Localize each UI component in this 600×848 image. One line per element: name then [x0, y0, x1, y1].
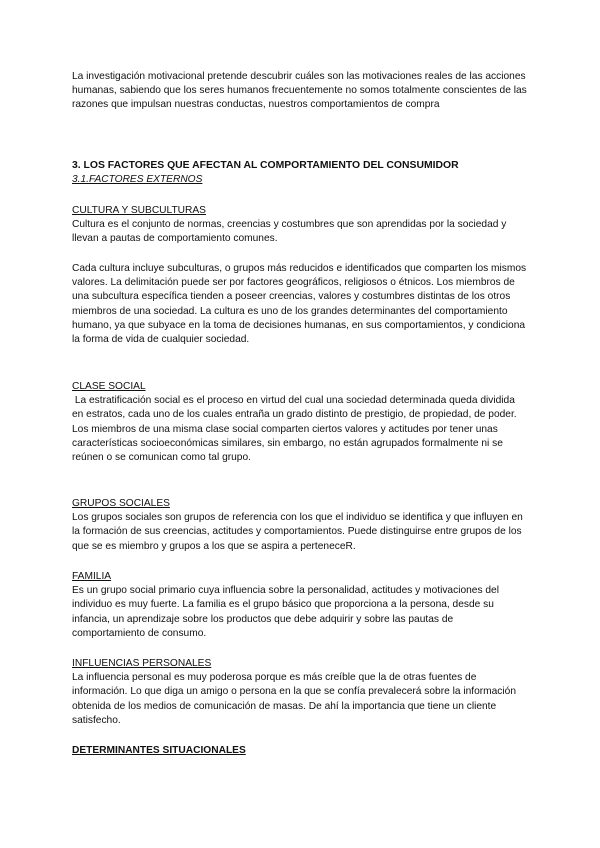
cultura-paragraph-2: Cada cultura incluye subculturas, o grupos más reducidos e identificados que comparten los mismos valores. La delimitación puede ser por factores geográficos, religiosos o étnicos. Los miembros de una subcultura específica tienden a poseer creencias, valores y costumbres distintas de los otros miembros de una sociedad. La cultura es uno de los grandes determinantes del comportamiento humano, ya que subyace en la toma de decisiones humanas, en sus comportamientos, y condiciona la forma de vida de cualquier sociedad.: [72, 263, 527, 346]
clase-title: CLASE SOCIAL: [72, 381, 146, 392]
grupos-title: GRUPOS SOCIALES: [72, 498, 170, 509]
cultura-section: [72, 204, 528, 247]
familia-section: [72, 570, 528, 641]
grupos-section: [72, 497, 528, 554]
influencias-section: [72, 657, 528, 728]
grupos-paragraph: Los grupos sociales son grupos de referencia con los que el individuo se identifica y que influyen en la formación de sus creencias, actitudes y comportamientos. Puede distinguirse entre grupos de los que se es miembro y grupos a los que se aspira a perteneceR.: [72, 512, 523, 552]
intro-section: [72, 70, 528, 113]
section-3-header: [72, 159, 528, 187]
influencias-paragraph: La influencia personal es muy poderosa porque es más creíble que la de otras fuentes de información. Lo que diga un amigo o persona en la que se confía prevalecerá sobre la información obtenida de los medios de comunicación de masas. De ahí la importancia que tiene un cliente satisfecho.: [72, 672, 516, 726]
clase-section: [72, 380, 528, 465]
cultura-paragraph-1: Cultura es el conjunto de normas, creencias y costumbres que son aprendidas por la sociedad y llevan a pautas de comportamiento comunes.: [72, 219, 507, 245]
section-heading: 3. LOS FACTORES QUE AFECTAN AL COMPORTAMIENTO DEL CONSUMIDOR: [72, 160, 459, 171]
influencias-title: INFLUENCIAS PERSONALES: [72, 658, 212, 669]
cultura-section-2: [72, 262, 528, 347]
determinantes-title: DETERMINANTES SITUACIONALES: [72, 745, 246, 756]
cultura-title: CULTURA Y SUBCULTURAS: [72, 205, 206, 216]
determinantes-section: [72, 744, 528, 758]
section-subheading: 3.1.FACTORES EXTERNOS: [72, 174, 203, 185]
intro-paragraph: La investigación motivacional pretende descubrir cuáles son las motivaciones reales de las acciones humanas, sabiendo que los seres humanos frecuentemente no somos totalmente conscientes de las razones que impulsan nuestras conductas, nuestros comportamientos de compra: [72, 71, 527, 111]
familia-paragraph: Es un grupo social primario cuya influencia sobre la personalidad, actitudes y motivaciones del individuo es muy fuerte. La familia es el grupo básico que proporciona a la persona, desde su infancia, un aprendizaje sobre los productos que debe adquirir y sobre las pautas de comportamiento de consumo.: [72, 585, 499, 639]
familia-title: FAMILIA: [72, 571, 112, 582]
clase-paragraph: La estratificación social es el proceso en virtud del cual una sociedad determinada queda dividida en estratos, cada uno de los cuales entraña un grado distinto de prestigio, de propiedad, de poder. Los miembros de una misma clase social comparten ciertos valores y actitudes por tener unas características socioeconómicas similares, sin embargo, no están agrupados formalmente ni se reúnen o se comunican como tal grupo.: [72, 395, 520, 464]
